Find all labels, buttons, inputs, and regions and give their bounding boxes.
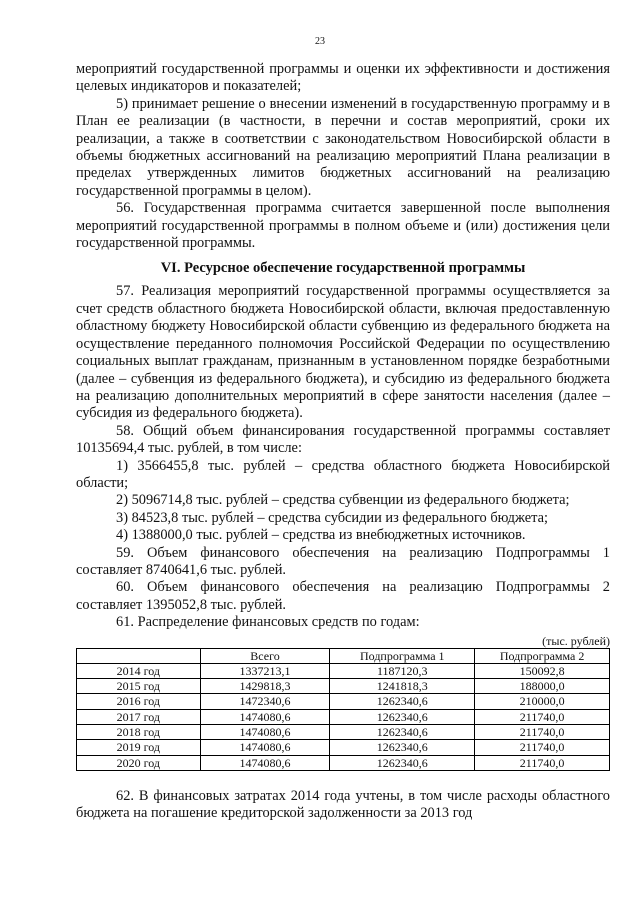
table-header-cell: Подпрограмма 1 bbox=[330, 648, 475, 663]
table-cell-subprogram-2: 211740,0 bbox=[475, 755, 610, 770]
table-cell-year: 2016 год bbox=[77, 694, 201, 709]
table-row bbox=[77, 694, 610, 709]
table-cell-subprogram-2: 210000,0 bbox=[475, 694, 610, 709]
table-cell-subprogram-2: 150092,8 bbox=[475, 663, 610, 678]
paragraph-58-item-2: 2) 5096714,8 тыс. рублей – средства субвенции из федерального бюджета; bbox=[116, 492, 570, 509]
table-cell-subprogram-1: 1262340,6 bbox=[330, 694, 475, 709]
paragraph-58-item-3: 3) 84523,8 тыс. рублей – средства субсидии из федерального бюджета; bbox=[116, 509, 548, 526]
table-cell-subprogram-1: 1241818,3 bbox=[330, 679, 475, 694]
table-cell-subprogram-1: 1262340,6 bbox=[330, 740, 475, 755]
table-cell-total: 1474080,6 bbox=[200, 740, 330, 755]
table-cell-year: 2020 год bbox=[77, 755, 201, 770]
table-units-label: (тыс. рублей) bbox=[542, 633, 610, 648]
table-header-cell bbox=[77, 648, 201, 663]
section-heading: VI. Ресурсное обеспечение государственной программы bbox=[160, 260, 526, 277]
paragraph-58-item-1: 1) 3566455,8 тыс. рублей – средства областного бюджета Новосибирской области; bbox=[76, 457, 610, 491]
paragraph-62: 62. В финансовых затратах 2014 года учтены, в том числе расходы областного бюджета на погашение кредиторской задолженности за 2013 год bbox=[76, 787, 610, 822]
paragraph-58: 58. Общий объем финансирования государственной программы составляет 10135694,4 тыс. рублей, в том числе: bbox=[76, 422, 610, 457]
paragraph-57: 57. Реализация мероприятий государственной программы осуществляется за счет средств областного бюджета Новосибирской области, включая предоставленную областному бюджету Новосибирской области субвенцию из федерального бюджета на осуществление переданного полномочия Российской Федерации по осуществлению социальных выплат гражданам, признанным в установленном порядке безработными (далее – субвенция из федерального бюджета), и субсидию из федерального бюджета на реализацию дополнительных мероприятий в сфере занятости населения (далее – субсидия из федерального бюджета). bbox=[76, 283, 610, 422]
funding-by-year-table bbox=[76, 648, 610, 771]
table-cell-subprogram-1: 1262340,6 bbox=[330, 755, 475, 770]
table-row bbox=[77, 740, 610, 755]
paragraph-58-item-4: 4) 1388000,0 тыс. рублей – средства из внебюджетных источников. bbox=[116, 527, 526, 544]
table-cell-year: 2014 год bbox=[77, 663, 201, 678]
table-cell-subprogram-1: 1262340,6 bbox=[330, 709, 475, 724]
table-cell-total: 1474080,6 bbox=[200, 709, 330, 724]
table-cell-total: 1474080,6 bbox=[200, 755, 330, 770]
table-cell-subprogram-2: 188000,0 bbox=[475, 679, 610, 694]
table-cell-year: 2017 год bbox=[77, 709, 201, 724]
table-row bbox=[77, 755, 610, 770]
table-cell-year: 2018 год bbox=[77, 725, 201, 740]
page-number: 23 bbox=[315, 36, 325, 47]
table-cell-total: 1474080,6 bbox=[200, 725, 330, 740]
table-row bbox=[77, 709, 610, 724]
table-cell-total: 1429818,3 bbox=[200, 679, 330, 694]
paragraph-59: 59. Объем финансового обеспечения на реализацию Подпрограммы 1 составляет 8740641,6 тыс. рублей. bbox=[76, 544, 610, 578]
table-cell-subprogram-2: 211740,0 bbox=[475, 740, 610, 755]
paragraph-item-5: 5) принимает решение о внесении изменений в государственную программу и в План ее реализации (в частности, в перечни и состав мероприятий, сроки их реализации, а также в соответствии с законодательством Новосибирской области в объемы бюджетных ассигнований на реализацию мероприятий Плана реализации в пределах утвержденных лимитов бюджетных ассигнований на реализацию государственной программы в целом). bbox=[76, 95, 610, 199]
paragraph-61: 61. Распределение финансовых средств по годам: bbox=[116, 614, 420, 631]
document-body bbox=[76, 61, 610, 823]
table-header-cell: Подпрограмма 2 bbox=[475, 648, 610, 663]
table-cell-subprogram-2: 211740,0 bbox=[475, 709, 610, 724]
table-cell-subprogram-1: 1187120,3 bbox=[330, 663, 475, 678]
paragraph-56: 56. Государственная программа считается завершенной после выполнения мероприятий государственной программы в полном объеме и (или) достижения цели государственной программы. bbox=[76, 200, 610, 252]
table-cell-year: 2019 год bbox=[77, 740, 201, 755]
table-row bbox=[77, 725, 610, 740]
table-cell-total: 1337213,1 bbox=[200, 663, 330, 678]
table-header-row bbox=[77, 648, 610, 663]
table-row bbox=[77, 663, 610, 678]
table-cell-total: 1472340,6 bbox=[200, 694, 330, 709]
table-cell-subprogram-1: 1262340,6 bbox=[330, 725, 475, 740]
paragraph-60: 60. Объем финансового обеспечения на реализацию Подпрограммы 2 составляет 1395052,8 тыс. рублей. bbox=[76, 579, 610, 613]
table-row bbox=[77, 679, 610, 694]
table-cell-subprogram-2: 211740,0 bbox=[475, 725, 610, 740]
table-cell-year: 2015 год bbox=[77, 679, 201, 694]
paragraph-continuation: мероприятий государственной программы и оценки их эффективности и достижения целевых индикаторов и показателей; bbox=[76, 61, 610, 95]
table-header-cell: Всего bbox=[200, 648, 330, 663]
